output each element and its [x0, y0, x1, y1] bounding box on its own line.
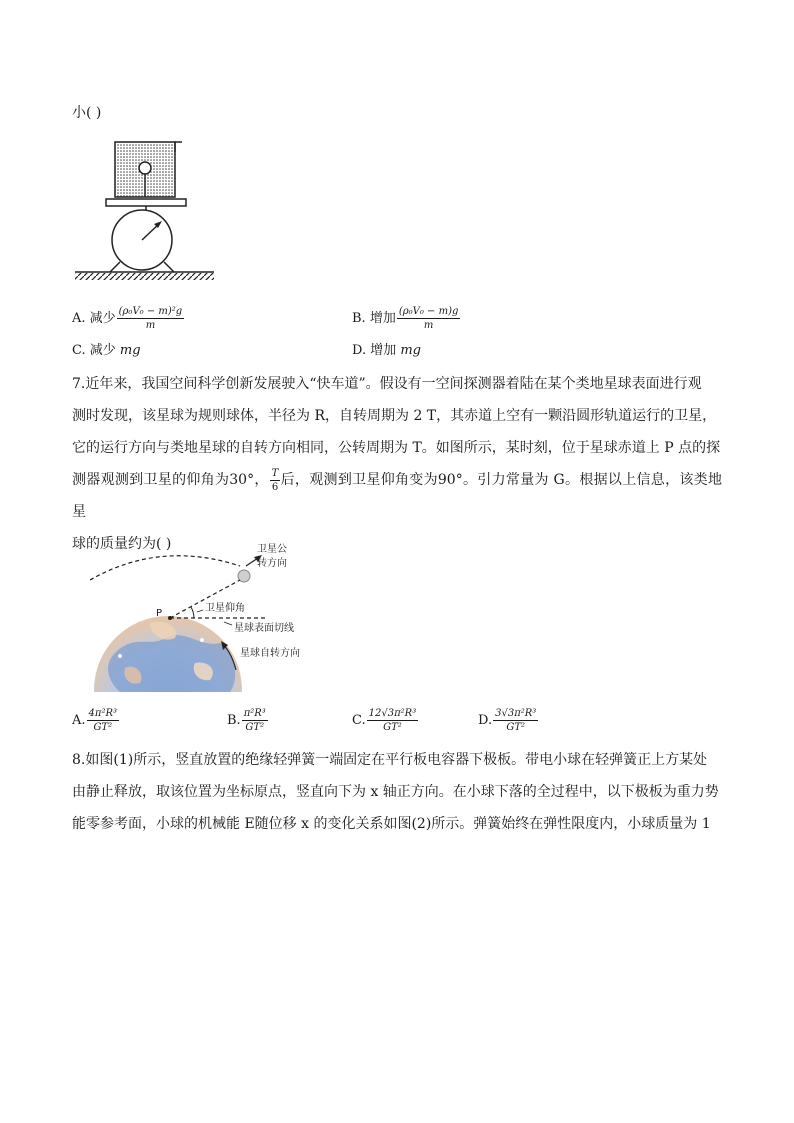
point-p — [168, 616, 172, 620]
container-shape — [115, 142, 182, 197]
q6-option-c[interactable]: C. 减少 mg — [72, 343, 141, 358]
q7-option-d[interactable]: D. $\frac{\text{3√3π²R³}}{\text{GT²}}$ — [478, 708, 537, 733]
q6-option-d[interactable]: D. 增加 mg — [352, 343, 422, 358]
label-angle: 卫星仰角 — [205, 603, 245, 614]
q7-option-c[interactable]: C. $\frac{\text{12√3π²R³}}{\text{GT²}}$ — [352, 708, 417, 733]
label-rotation: 星球自转方向 — [240, 648, 300, 659]
label-tangent: 星球表面切线 — [234, 623, 294, 634]
scale-dial — [110, 210, 174, 272]
q6-figure-scale — [72, 138, 217, 283]
q7-option-a[interactable]: A. $\frac{\text{4π²R³}}{\text{GT²}}$ — [72, 708, 118, 733]
q6-option-a[interactable]: A. 减少 $\frac{\text{(ρ₀V₀ − m)²g}}{m}$ — [72, 306, 183, 331]
q7-figure-orbit — [90, 538, 320, 694]
ground-hatch — [75, 272, 214, 280]
q6-tail: 小( ) — [72, 105, 102, 121]
orbit-arc — [90, 556, 240, 580]
scale-platform — [106, 199, 186, 206]
label-p: P — [156, 608, 163, 619]
q7-option-b[interactable]: B. $\frac{\text{π²R³}}{\text{GT²}}$ — [227, 708, 266, 733]
q6-option-b[interactable]: B. 增加 $\frac{\text{(ρ₀V₀ − m)g}}{m}$ — [352, 306, 459, 331]
q7-stem: 7.近年来，我国空间科学创新发展驶入“快车道”。假设有一空间探测器着陆在某个类地星球表面进行观 测时发现，该星球为规则球体，半径为 R，自转周期为 2 T，其赤道上空有一颗沿圆形轨道运行的卫星， 它的运行方向与类地星球的自转方向相同，公转周期为 T。如图所示，某时刻，位于星球赤道上 P 点的探 测器观测到卫星的仰角为30°， $\frac{T}{6}$ 后，观测到卫星仰角变为90°。引力常量为 G。根据以上信息，该类地星 球的质量约为( ) — [72, 376, 722, 552]
label-sat-1: 卫星公 — [257, 544, 287, 555]
label-sat-2: 转方向 — [257, 558, 287, 569]
q8-stem: 8.如图(1)所示，竖直放置的绝缘轻弹簧一端固定在平行板电容器下极板。带电小球在轻弹簧正上方某处 由静止释放，取该位置为坐标原点，竖直向下为 x 轴正方向。在小球下落的全过程中，以下极板为重力势 能零参考面，小球的机械能 E随位移 x 的变化关系如图(2)所示。弹簧始终在弹性限度内，小球质量为 1 — [72, 752, 719, 832]
planet — [94, 616, 242, 694]
